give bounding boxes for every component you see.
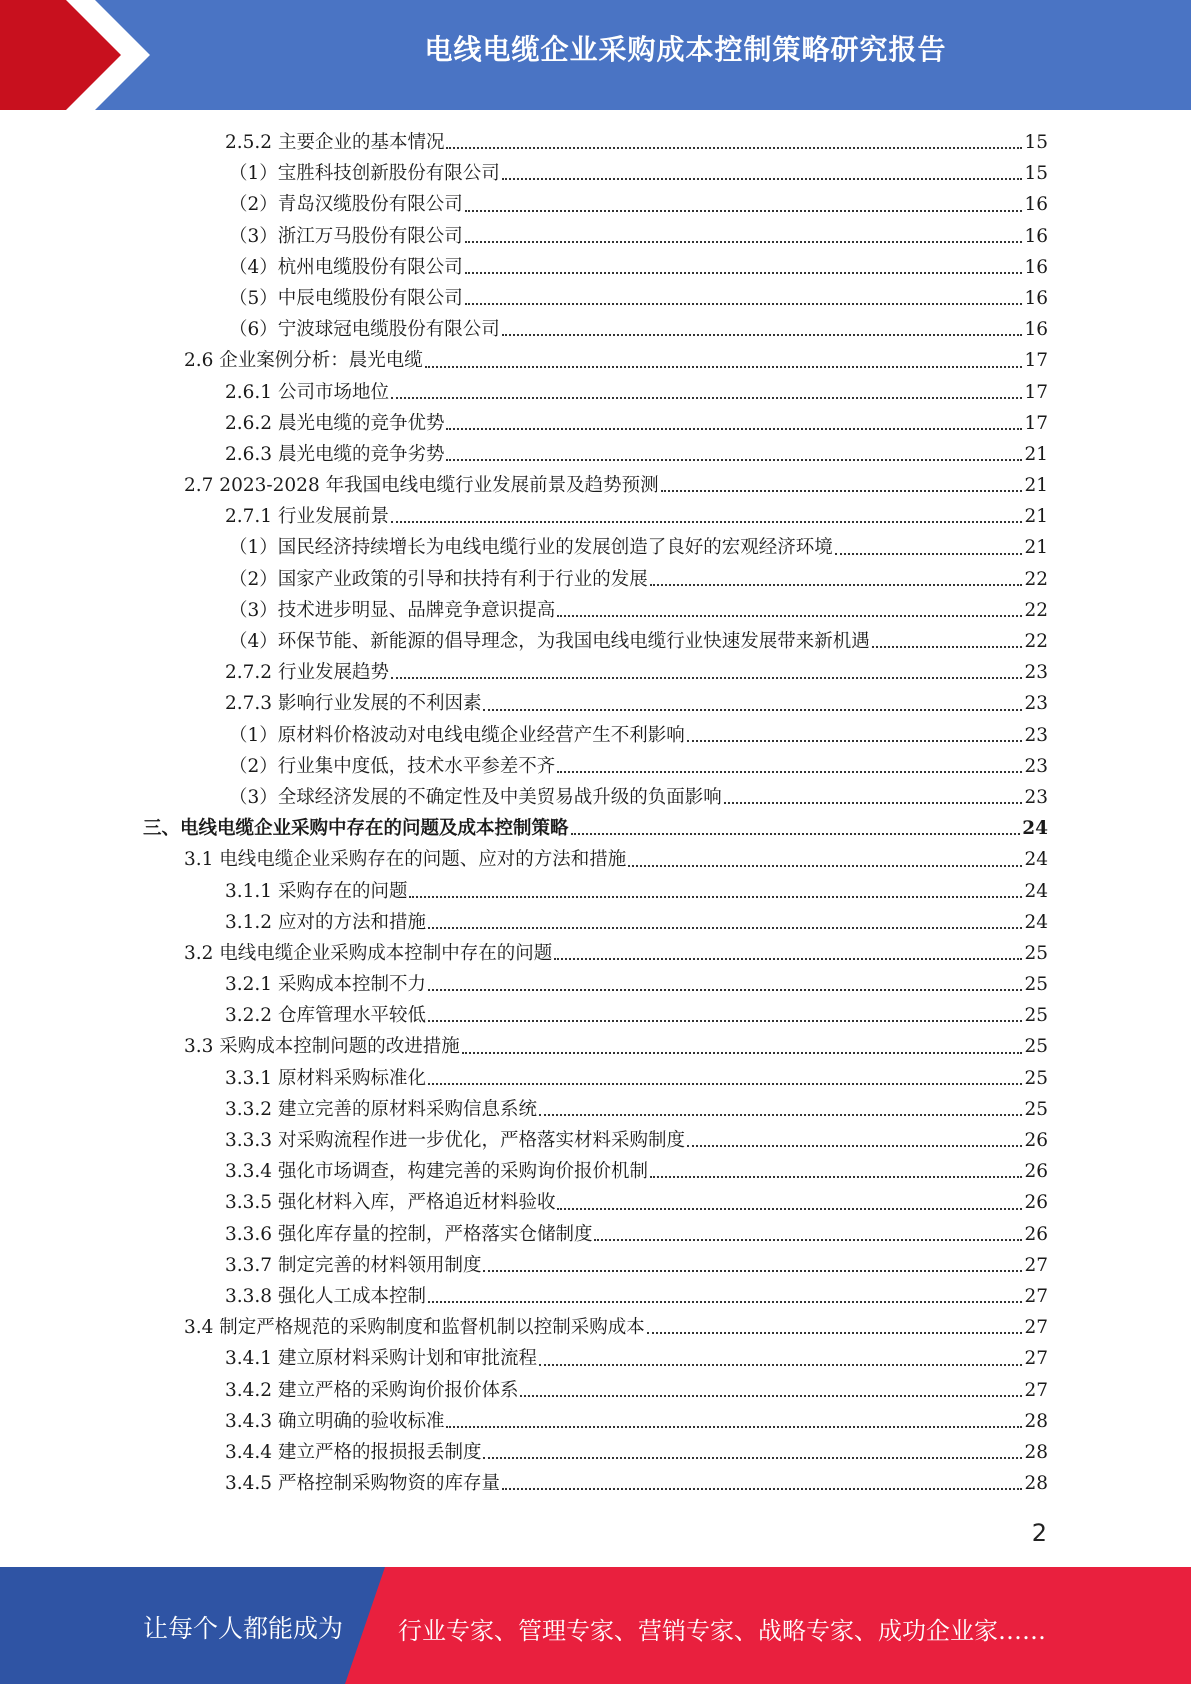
toc-entry[interactable] <box>0 439 1048 470</box>
toc-entry[interactable] <box>0 1406 1048 1437</box>
toc-leader-dots <box>557 770 1022 773</box>
toc-entry[interactable] <box>0 408 1048 439</box>
toc-entry-title: 2.7.2 行业发展趋势 <box>225 662 389 684</box>
toc-entry-title: 3.3.3 对采购流程作进一步优化，严格落实材料采购制度 <box>225 1130 685 1151</box>
toc-leader-dots <box>483 708 1022 711</box>
toc-entry-page: 25 <box>1024 1098 1048 1120</box>
toc-entry-title: （1）原材料价格波动对电线电缆企业经营产生不利影响 <box>229 724 685 746</box>
toc-entry[interactable] <box>0 969 1048 1000</box>
toc-leader-dots <box>661 489 1023 492</box>
toc-entry-title: 3.2.1 采购成本控制不力 <box>225 974 426 996</box>
toc-entry-page: 26 <box>1024 1192 1048 1214</box>
toc-entry[interactable] <box>0 876 1048 907</box>
footer-slogan-right: 行业专家、管理专家、营销专家、战略专家、成功企业家…… <box>398 1617 1046 1645</box>
toc-entry-title: （2）行业集中度低，技术水平参差不齐 <box>229 755 556 777</box>
toc-entry[interactable] <box>0 1343 1048 1374</box>
toc-entry-page: 28 <box>1024 1441 1048 1463</box>
toc-entry[interactable] <box>0 782 1048 813</box>
toc-leader-dots <box>502 333 1023 336</box>
toc-entry-title: （3）技术进步明显、品牌竞争意识提高 <box>229 599 556 621</box>
toc-entry-title: 3.3.7 制定完善的材料领用制度 <box>225 1254 482 1276</box>
toc-leader-dots <box>483 1456 1022 1459</box>
toc-leader-dots <box>872 645 1023 648</box>
toc-entry-page: 15 <box>1024 163 1048 185</box>
toc-entry[interactable] <box>0 938 1048 969</box>
toc-entry-page: 15 <box>1024 132 1048 153</box>
toc-entry-page: 28 <box>1024 1473 1048 1495</box>
toc-entry-page: 25 <box>1024 1067 1048 1089</box>
toc-entry-page: 23 <box>1024 693 1048 715</box>
toc-entry-title: 2.7 2023-2028 年我国电线电缆行业发展前景及趋势预测 <box>184 475 659 497</box>
toc-entry-title: 3.3 采购成本控制问题的改进措施 <box>184 1036 460 1058</box>
toc-entry-page: 27 <box>1024 1348 1048 1370</box>
toc-entry-title: 3.3.1 原材料采购标准化 <box>225 1067 426 1089</box>
header-banner <box>0 0 1191 110</box>
toc-entry-title: （2）青岛汉缆股份有限公司 <box>229 194 463 216</box>
toc-entry[interactable] <box>0 1219 1048 1250</box>
toc-entry-page: 23 <box>1024 724 1048 746</box>
toc-entry-page: 21 <box>1024 475 1048 497</box>
toc-entry-page: 16 <box>1024 225 1048 247</box>
toc-leader-dots <box>835 552 1023 555</box>
toc-entry[interactable] <box>0 720 1048 751</box>
toc-entry-page: 17 <box>1024 350 1048 372</box>
toc-leader-dots <box>428 1019 1022 1022</box>
toc-entry-page: 25 <box>1024 1036 1048 1058</box>
toc-leader-dots <box>539 1363 1022 1366</box>
toc-leader-dots <box>724 801 1023 804</box>
toc-entry-title: （1）宝胜科技创新股份有限公司 <box>229 163 500 185</box>
toc-entry[interactable] <box>0 345 1048 376</box>
toc-entry-page: 22 <box>1024 568 1048 590</box>
toc-leader-dots <box>428 1300 1022 1303</box>
toc-entry-page: 21 <box>1024 537 1048 559</box>
toc-entry[interactable] <box>0 189 1048 220</box>
toc-entry[interactable] <box>0 1031 1048 1062</box>
toc-leader-dots <box>409 895 1022 898</box>
toc-entry-title: 3.4.1 建立原材料采购计划和审批流程 <box>225 1348 537 1370</box>
toc-entry-title: 2.5.2 主要企业的基本情况 <box>225 132 445 153</box>
toc-entry[interactable] <box>0 127 1048 158</box>
toc-leader-dots <box>557 1207 1022 1210</box>
toc-entry-page: 25 <box>1024 974 1048 996</box>
toc-leader-dots <box>594 1238 1022 1241</box>
toc-entry-title: 3.4.2 建立严格的采购询价报价体系 <box>225 1379 519 1401</box>
toc-entry-page: 22 <box>1024 631 1048 652</box>
toc-entry-title: 3.3.6 强化库存量的控制，严格落实仓储制度 <box>225 1223 593 1245</box>
toc-entry-title: （3）浙江万马股份有限公司 <box>229 225 463 247</box>
table-of-contents <box>0 127 1191 1499</box>
toc-leader-dots <box>539 1113 1022 1116</box>
toc-leader-dots <box>428 926 1022 929</box>
toc-entry[interactable] <box>0 1187 1048 1218</box>
toc-entry-page: 17 <box>1024 412 1048 434</box>
toc-entry[interactable] <box>0 688 1048 719</box>
toc-leader-dots <box>650 583 1023 586</box>
toc-entry-page: 16 <box>1024 256 1048 278</box>
toc-entry[interactable] <box>0 283 1048 314</box>
toc-entry[interactable] <box>0 501 1048 532</box>
toc-leader-dots <box>391 396 1022 399</box>
toc-entry-title: （6）宁波球冠电缆股份有限公司 <box>229 319 500 341</box>
toc-entry[interactable] <box>0 1000 1048 1031</box>
toc-leader-dots <box>687 739 1023 742</box>
toc-leader-dots <box>628 864 1022 867</box>
toc-entry-page: 26 <box>1024 1130 1048 1151</box>
toc-entry-title: 3.3.4 强化市场调查，构建完善的采购询价报价机制 <box>225 1161 648 1183</box>
toc-entry-title: 2.7.3 影响行业发展的不利因素 <box>225 693 482 715</box>
toc-entry-page: 24 <box>1024 880 1048 902</box>
toc-entry-page: 23 <box>1024 755 1048 777</box>
toc-entry-title: 三、电线电缆企业采购中存在的问题及成本控制策略 <box>143 818 569 840</box>
toc-entry-title: （4）杭州电缆股份有限公司 <box>229 256 463 278</box>
toc-entry-title: 3.1.1 采购存在的问题 <box>225 880 408 902</box>
toc-entry-title: 2.7.1 行业发展前景 <box>225 506 389 528</box>
toc-entry-title: 3.4.4 建立严格的报损报丢制度 <box>225 1441 482 1463</box>
toc-leader-dots <box>391 520 1022 523</box>
toc-entry-page: 23 <box>1024 662 1048 684</box>
toc-entry-page: 24 <box>1024 849 1048 871</box>
toc-entry-page: 24 <box>1024 911 1048 933</box>
toc-entry-title: 2.6 企业案例分析：晨光电缆 <box>184 350 423 372</box>
document-title: 电线电缆企业采购成本控制策略研究报告 <box>424 33 947 66</box>
toc-leader-dots <box>687 1144 1022 1147</box>
header-arrow-decoration <box>0 0 160 110</box>
toc-entry-page: 16 <box>1024 194 1048 216</box>
toc-leader-dots <box>557 614 1022 617</box>
toc-entry-page: 26 <box>1024 1161 1048 1183</box>
toc-leader-dots <box>647 1331 1023 1334</box>
toc-entry[interactable] <box>0 1156 1048 1187</box>
toc-leader-dots <box>446 1425 1022 1428</box>
toc-entry-title: 3.3.2 建立完善的原材料采购信息系统 <box>225 1098 537 1120</box>
toc-entry-page: 21 <box>1024 506 1048 528</box>
toc-entry-title: （1）国民经济持续增长为电线电缆行业的发展创造了良好的宏观经济环境 <box>229 537 833 559</box>
toc-entry-page: 16 <box>1024 287 1048 309</box>
toc-entry[interactable] <box>0 1375 1048 1406</box>
toc-entry[interactable] <box>0 626 1048 657</box>
toc-entry-page: 17 <box>1024 381 1048 403</box>
toc-entry[interactable] <box>0 813 1048 844</box>
toc-entry-page: 25 <box>1024 942 1048 964</box>
toc-entry-title: 3.4 制定严格规范的采购制度和监督机制以控制采购成本 <box>184 1317 645 1339</box>
toc-entry-page: 22 <box>1024 599 1048 621</box>
toc-entry-page: 25 <box>1024 1005 1048 1027</box>
toc-entry[interactable] <box>0 1437 1048 1468</box>
toc-entry-title: （4）环保节能、新能源的倡导理念，为我国电线电缆行业快速发展带来新机遇 <box>229 631 870 652</box>
footer-slogan-left: 让每个人都能成为 <box>143 1614 344 1643</box>
toc-entry-page: 27 <box>1024 1317 1048 1339</box>
toc-entry-title: 3.2 电线电缆企业采购成本控制中存在的问题 <box>184 942 553 964</box>
toc-entry-page: 27 <box>1024 1379 1048 1401</box>
toc-entry-title: 3.1.2 应对的方法和措施 <box>225 911 426 933</box>
toc-entry-title: 3.3.5 强化材料入库，严格追近材料验收 <box>225 1192 556 1214</box>
footer-banner <box>0 1567 1191 1684</box>
toc-entry-page: 24 <box>1022 818 1048 840</box>
toc-entry-title: 2.6.1 公司市场地位 <box>225 381 389 403</box>
toc-leader-dots <box>446 458 1022 461</box>
toc-leader-dots <box>462 1051 1023 1054</box>
toc-entry[interactable] <box>0 377 1048 408</box>
toc-entry[interactable] <box>0 158 1048 189</box>
toc-entry[interactable] <box>0 470 1048 501</box>
toc-entry[interactable] <box>0 1250 1048 1281</box>
toc-entry[interactable] <box>0 1094 1048 1125</box>
toc-entry-title: 3.2.2 仓库管理水平较低 <box>225 1005 426 1027</box>
toc-entry[interactable] <box>0 221 1048 252</box>
toc-entry[interactable] <box>0 595 1048 626</box>
toc-entry-title: 3.1 电线电缆企业采购存在的问题、应对的方法和措施 <box>184 849 627 871</box>
toc-leader-dots <box>571 832 1021 835</box>
toc-leader-dots <box>465 240 1023 243</box>
toc-leader-dots <box>502 1487 1022 1490</box>
toc-leader-dots <box>465 209 1023 212</box>
toc-leader-dots <box>554 957 1022 960</box>
toc-entry[interactable] <box>0 844 1048 875</box>
toc-entry[interactable] <box>0 1312 1048 1343</box>
toc-entry-page: 16 <box>1024 319 1048 341</box>
toc-entry-page: 26 <box>1024 1223 1048 1245</box>
toc-entry-title: （3）全球经济发展的不确定性及中美贸易战升级的负面影响 <box>229 786 722 808</box>
toc-entry-title: （2）国家产业政策的引导和扶持有利于行业的发展 <box>229 568 648 590</box>
toc-entry-title: 2.6.3 晨光电缆的竞争劣势 <box>225 443 445 465</box>
toc-entry[interactable] <box>0 1063 1048 1094</box>
toc-leader-dots <box>465 302 1023 305</box>
toc-entry[interactable] <box>0 252 1048 283</box>
toc-leader-dots <box>446 146 1022 149</box>
toc-leader-dots <box>425 365 1023 368</box>
toc-leader-dots <box>502 177 1023 180</box>
toc-entry-page: 27 <box>1024 1285 1048 1307</box>
toc-entry[interactable] <box>0 564 1048 595</box>
toc-entry-page: 27 <box>1024 1254 1048 1276</box>
toc-entry[interactable] <box>0 751 1048 782</box>
page-number: 2 <box>1031 1519 1047 1547</box>
toc-entry[interactable] <box>0 1468 1048 1499</box>
toc-entry-title: 3.3.8 强化人工成本控制 <box>225 1285 426 1307</box>
toc-entry[interactable] <box>0 657 1048 688</box>
toc-leader-dots <box>650 1175 1022 1178</box>
toc-leader-dots <box>428 988 1022 991</box>
toc-entry[interactable] <box>0 907 1048 938</box>
toc-entry-title: （5）中辰电缆股份有限公司 <box>229 287 463 309</box>
toc-entry-title: 3.4.3 确立明确的验收标准 <box>225 1410 445 1432</box>
toc-leader-dots <box>391 676 1022 679</box>
toc-entry[interactable] <box>0 1281 1048 1312</box>
toc-leader-dots <box>428 1082 1022 1085</box>
toc-entry[interactable] <box>0 314 1048 345</box>
toc-entry[interactable] <box>0 532 1048 563</box>
toc-leader-dots <box>465 271 1023 274</box>
toc-entry-page: 28 <box>1024 1410 1048 1432</box>
toc-entry-page: 23 <box>1024 786 1048 808</box>
toc-entry[interactable] <box>0 1125 1048 1156</box>
toc-leader-dots <box>520 1394 1022 1397</box>
toc-entry-title: 3.4.5 严格控制采购物资的库存量 <box>225 1473 500 1495</box>
toc-leader-dots <box>483 1269 1022 1272</box>
toc-entry-page: 21 <box>1024 443 1048 465</box>
toc-leader-dots <box>446 427 1022 430</box>
toc-entry-title: 2.6.2 晨光电缆的竞争优势 <box>225 412 445 434</box>
